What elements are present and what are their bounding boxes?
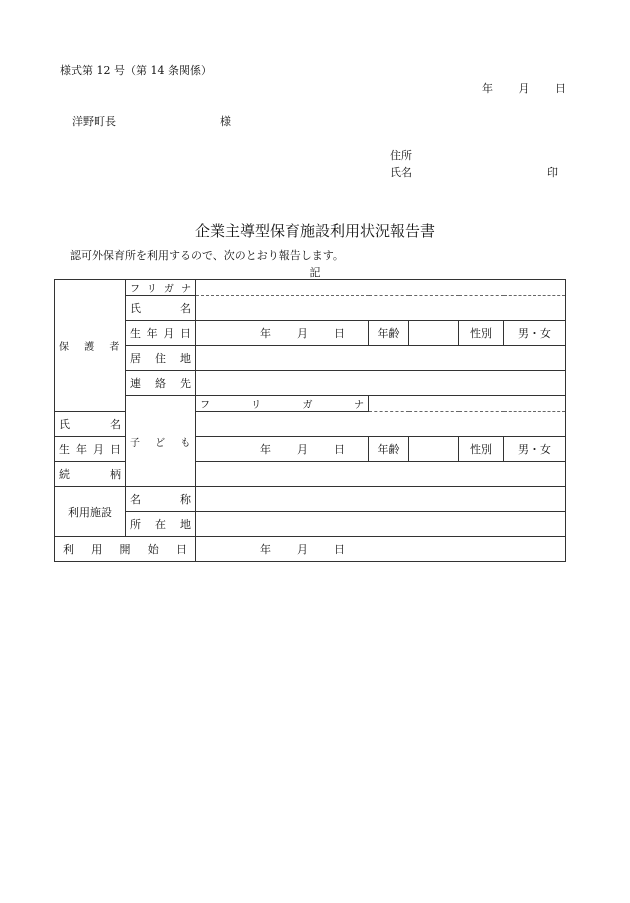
- child-sex-label: 性別: [459, 437, 504, 462]
- child-age-label: 年齢: [369, 437, 409, 462]
- ki-heading: 記: [309, 266, 321, 279]
- child-relationship-field[interactable]: [196, 462, 566, 487]
- facility-location-label: 所在地: [126, 512, 196, 537]
- recipient-suffix: 様: [220, 115, 231, 128]
- applicant-name-label: 氏名: [390, 166, 412, 179]
- child-group-label: 子 ど も: [126, 396, 196, 487]
- guardian-birth-field[interactable]: [196, 321, 369, 346]
- guardian-name-row: [55, 296, 566, 321]
- document-title: 企業主導型保育施設利用状況報告書: [194, 222, 435, 240]
- guardian-furigana-row: [55, 280, 566, 296]
- date-month: 月: [518, 82, 530, 95]
- start-date-month: 月: [297, 543, 308, 556]
- start-date-row: [55, 537, 566, 562]
- recipient: 洋野町長: [72, 115, 116, 128]
- guardian-group-label: 保 護 者: [55, 280, 126, 412]
- guardian-furigana-field[interactable]: [196, 280, 566, 296]
- child-age-field[interactable]: [409, 437, 459, 462]
- guardian-birth-year: 年: [260, 327, 271, 340]
- guardian-age-label: 年齢: [369, 321, 409, 346]
- guardian-name-field[interactable]: [196, 296, 566, 321]
- child-relationship-label: 続柄: [55, 462, 126, 487]
- start-date-year: 年: [260, 543, 271, 556]
- guardian-sex-label: 性別: [459, 321, 504, 346]
- form-number: 様式第 12 号（第 14 条関係）: [60, 64, 212, 77]
- seal-label: 印: [547, 166, 558, 179]
- child-birth-label: 生年月日: [55, 437, 126, 462]
- guardian-contact-label: 連絡先: [126, 371, 196, 396]
- facility-location-field[interactable]: [196, 512, 566, 537]
- guardian-contact-field[interactable]: [196, 371, 566, 396]
- intro-text: 認可外保育所を利用するので、次のとおり報告します。: [70, 249, 344, 262]
- child-furigana-field[interactable]: [369, 396, 566, 412]
- child-sex-options[interactable]: 男・女: [504, 437, 566, 462]
- child-birth-day: 日: [334, 443, 345, 456]
- child-furigana-label: フリガナ: [196, 396, 369, 412]
- child-birth-month: 月: [297, 443, 308, 456]
- guardian-residence-field[interactable]: [196, 346, 566, 371]
- child-name-label: 氏名: [55, 412, 126, 437]
- guardian-sex-options[interactable]: 男・女: [504, 321, 566, 346]
- guardian-age-field[interactable]: [409, 321, 459, 346]
- child-birth-field[interactable]: [196, 437, 369, 462]
- guardian-residence-row: [55, 346, 566, 371]
- date-day: 日: [555, 82, 566, 95]
- report-table: [54, 279, 566, 562]
- facility-group-label: 利用施設: [55, 487, 126, 537]
- child-name-field[interactable]: [196, 412, 566, 437]
- facility-location-row: [55, 512, 566, 537]
- guardian-birth-label: 生年月日: [126, 321, 196, 346]
- start-date-label: 利用開始日: [55, 537, 196, 562]
- guardian-birth-row: [55, 321, 566, 346]
- child-furigana-row: [55, 396, 566, 412]
- guardian-residence-label: 居住地: [126, 346, 196, 371]
- start-date-field[interactable]: [196, 537, 566, 562]
- submission-date: [482, 80, 566, 96]
- guardian-furigana-label: フリガナ: [126, 280, 196, 296]
- facility-name-field[interactable]: [196, 487, 566, 512]
- date-year: 年: [482, 82, 493, 95]
- guardian-contact-row: [55, 371, 566, 396]
- guardian-birth-month: 月: [297, 327, 308, 340]
- child-birth-year: 年: [260, 443, 271, 456]
- facility-name-row: [55, 487, 566, 512]
- facility-name-label: 名称: [126, 487, 196, 512]
- applicant-address-label: 住所: [390, 149, 412, 162]
- guardian-birth-day: 日: [334, 327, 345, 340]
- guardian-name-label: 氏名: [126, 296, 196, 321]
- start-date-day: 日: [334, 543, 345, 556]
